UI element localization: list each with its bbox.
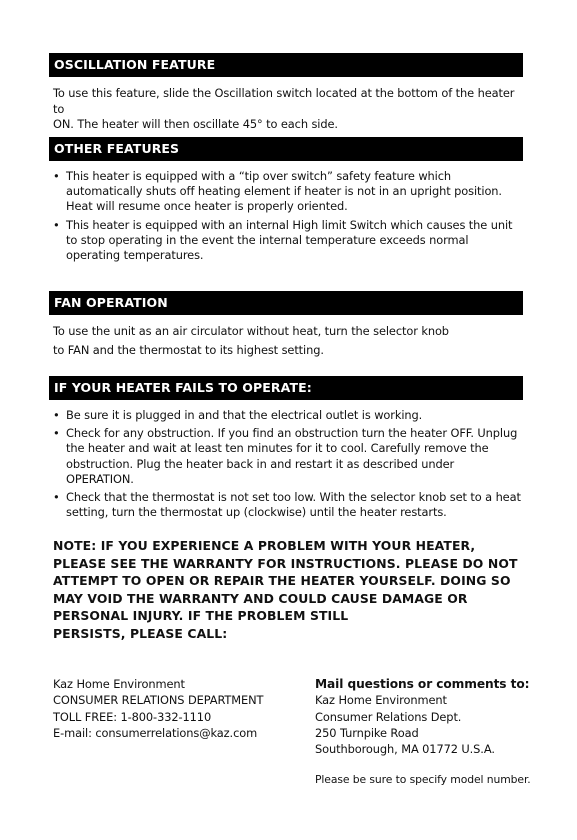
fan-operation-text — [53, 322, 518, 360]
fails-item-obstruction: • Check for any obstruction. If you find an obstruction turn the heater OFF. Unplug the heater and wait at least ten minutes for it to cool. Carefully remove the obstruction. Plug the heater back in and restart it as described under OPERATION. — [53, 426, 521, 487]
oscillation-line-2: ON. The heater will then oscillate 45° to each side. — [53, 117, 338, 131]
model-number-footnote: Please be sure to specify model number. — [315, 773, 531, 786]
mail-street: 250 Turnpike Road — [315, 725, 419, 740]
mail-department: Consumer Relations Dept. — [315, 709, 462, 724]
oscillation-text — [53, 86, 518, 133]
other-features-heading: OTHER FEATURES — [49, 137, 523, 161]
mail-heading: Mail questions or comments to: — [315, 677, 530, 691]
contact-department: CONSUMER RELATIONS DEPARTMENT — [53, 693, 264, 708]
note-line-5: PERSONAL INJURY. IF THE PROBLEM STILL — [53, 608, 349, 624]
note-line-3: ATTEMPT TO OPEN OR REPAIR THE HEATER YOURSELF. DOING SO — [53, 573, 511, 589]
warranty-note — [53, 537, 523, 643]
fan-line-1: To use the unit as an air circulator without heat, turn the selector knob — [53, 324, 449, 338]
fan-operation-heading: FAN OPERATION — [49, 291, 523, 315]
contact-toll-free: TOLL FREE: 1-800-332-1110 — [53, 709, 212, 724]
fails-item-thermostat: • Check that the thermostat is not set too low. With the selector knob set to a heat setting, turn the thermostat up (clockwise) until the heater restarts. — [53, 490, 521, 520]
oscillation-line-1: To use this feature, slide the Oscillation switch located at the bottom of the heater to — [53, 86, 515, 116]
mail-address-right — [315, 676, 529, 757]
fan-line-2: to FAN and the thermostat to its highest setting. — [53, 343, 324, 357]
fails-to-operate-list — [53, 408, 521, 523]
other-features-list — [53, 169, 521, 266]
other-feature-item-tip-over: • This heater is equipped with a “tip over switch” safety feature which automatically shuts off heating element if heater is not in an upright position. Heat will resume once heater is properly oriented. — [53, 169, 521, 215]
contact-company: Kaz Home Environment — [53, 677, 185, 691]
fails-to-operate-heading: IF YOUR HEATER FAILS TO OPERATE: — [49, 376, 523, 400]
note-line-6: PERSISTS, PLEASE CALL: — [53, 625, 228, 641]
contact-email: E-mail: consumerrelations@kaz.com — [53, 725, 258, 740]
mail-company: Kaz Home Environment — [315, 693, 447, 708]
oscillation-heading: OSCILLATION FEATURE — [49, 53, 523, 77]
fails-item-plugged-in: • Be sure it is plugged in and that the electrical outlet is working. — [53, 408, 521, 423]
other-feature-item-high-limit: • This heater is equipped with an internal High limit Switch which causes the unit to stop operating in the event the internal temperature exceeds normal operating temperatures. — [53, 218, 521, 264]
note-line-2: PLEASE SEE THE WARRANTY FOR INSTRUCTIONS. PLEASE DO NOT — [53, 555, 518, 571]
note-line-1: NOTE: IF YOU EXPERIENCE A PROBLEM WITH YOUR HEATER, — [53, 538, 476, 553]
contact-info-left — [53, 676, 263, 741]
note-line-4: MAY VOID THE WARRANTY AND COULD CAUSE DAMAGE OR — [53, 590, 468, 606]
mail-city: Southborough, MA 01772 U.S.A. — [315, 742, 495, 757]
